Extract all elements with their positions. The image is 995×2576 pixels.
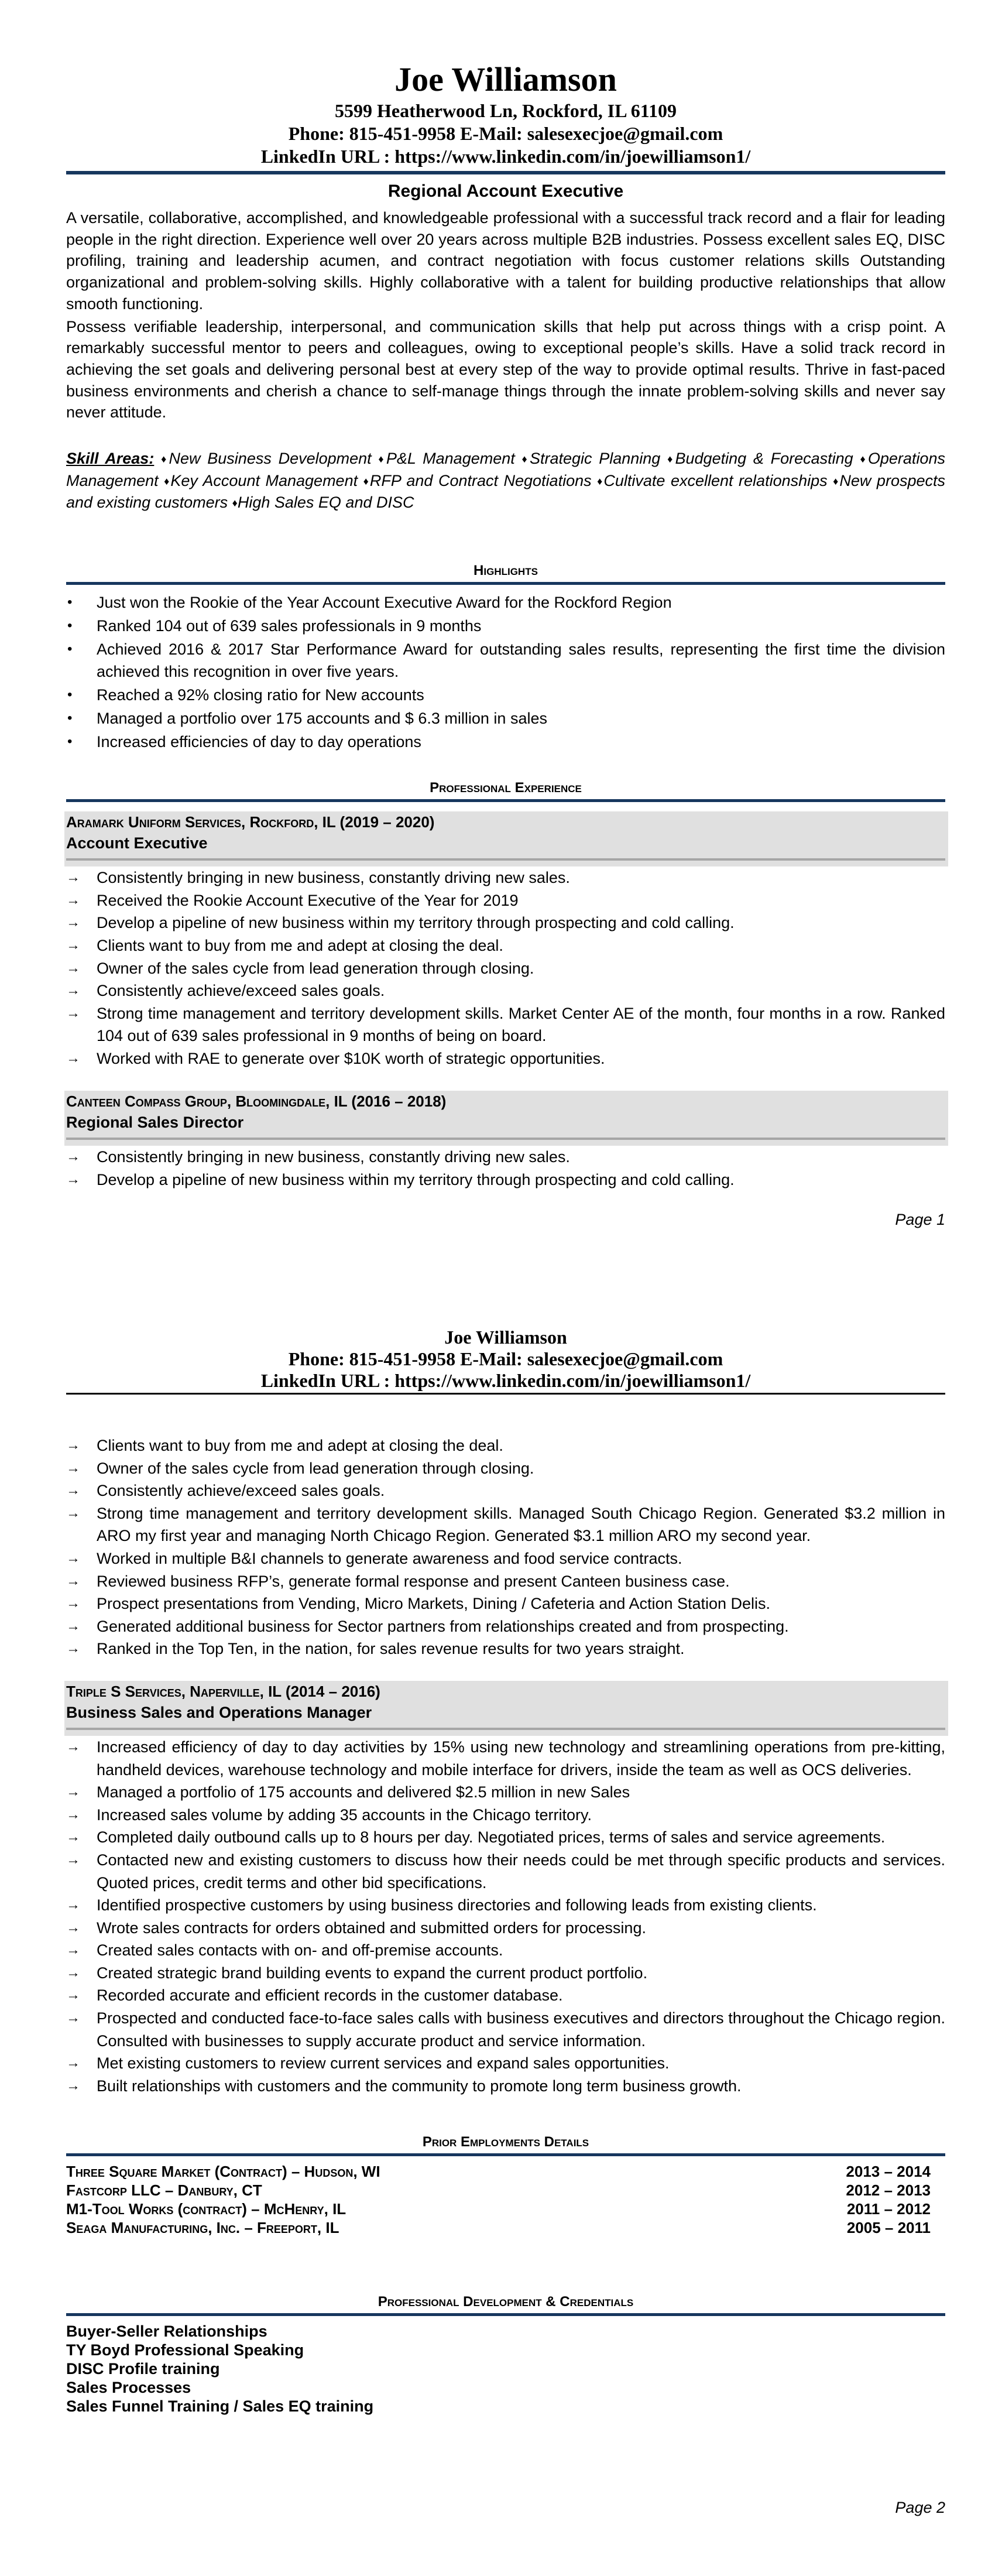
bullet-text: Clients want to buy from me and adept at closing the deal. [97,1437,503,1454]
bullet-text: Consistently bringing in new business, constantly driving new sales. [97,1148,570,1166]
list-item [66,1917,945,1940]
prior-employment-heading: Prior Employments Details [66,2132,945,2156]
list-item [66,1894,945,1917]
arrow-right-icon: → [66,1618,80,1634]
bullet-icon: • [67,618,73,634]
list-item [66,1146,945,1169]
highlight-item [66,638,945,683]
job-bullets [66,1736,945,2098]
arrow-right-icon: → [66,1171,80,1188]
arrow-right-icon: → [66,1505,80,1521]
list-item [66,1984,945,2007]
job-header [64,1091,948,1146]
arrow-right-icon: → [66,1050,80,1066]
bullet-icon: • [67,687,73,703]
prior-employment-row [66,2162,945,2181]
list-item [66,912,945,934]
diamond-bullet-icon: ♦ [164,475,171,487]
bullet-icon: • [67,734,73,750]
arrow-right-icon: → [66,1987,80,2003]
arrow-right-icon: → [66,1738,80,1755]
highlight-text: Reached a 92% closing ratio for New accounts [97,686,424,704]
arrow-right-icon: → [66,1573,80,1589]
highlight-text: Increased efficiencies of day to day operations [97,733,421,751]
job-header [64,811,948,866]
arrow-right-icon: → [66,1851,80,1868]
arrow-right-icon: → [66,1640,80,1657]
credential-item: Sales Funnel Training / Sales EQ training [66,2397,374,2416]
diamond-bullet-icon: ♦ [363,475,370,487]
list-item [66,1849,945,1894]
bullet-text: Recorded accurate and efficient records in the customer database. [97,1986,563,2005]
diamond-bullet-icon: ♦ [378,453,386,465]
job-company: Canteen Compass Group, Bloomingdale, IL (2016 – 2018) [66,1092,447,1111]
arrow-right-icon: → [66,960,80,976]
prior-company: Three Square Market (Contract) – Hudson, WI [66,2163,380,2181]
prior-company: Fastcorp LLC – Danbury, CT [66,2181,262,2200]
credential-item: Sales Processes [66,2379,191,2397]
list-item [66,1547,945,1570]
prior-years: 2012 – 2013 [846,2181,931,2200]
diamond-bullet-icon: ♦ [833,475,840,487]
arrow-right-icon: → [66,2077,80,2094]
arrow-right-icon: → [66,1005,80,1021]
job-divider [66,1728,945,1730]
skill-item: Operations Management [66,450,945,489]
arrow-right-icon: → [66,1942,80,1958]
skill-item: Budgeting & Forecasting [675,450,853,468]
header-divider [66,171,945,174]
credentials-list [66,2322,945,2416]
list-item [66,1781,945,1804]
bullet-text: Completed daily outbound calls up to 8 hours per day. Negotiated prices, terms of sales and service agreements. [97,1828,886,1847]
highlights-heading: Highlights [66,560,945,585]
bullet-text: Increased efficiency of day to day activities by 15% using new technology and streamlining operations from pre-kitting, handheld devices, warehouse technology and mobile interface for drivers, inside the team as well as OCS deliveries. [97,1738,945,1779]
list-item [66,979,945,1002]
experience-heading: Professional Experience [66,777,945,802]
bullet-text: Develop a pipeline of new business within my territory through prospecting and cold calling. [97,914,735,932]
bullet-text: Strong time management and territory development skills. Managed South Chicago Region. Generated $3.2 million in ARO my first year and managing North Chicago Region. Generated $3.1 million ARO my second year. [97,1504,945,1545]
credentials-heading: Professional Development & Credentials [66,2291,945,2316]
arrow-right-icon: → [66,1460,80,1476]
list-item [66,934,945,957]
arrow-right-icon: → [66,892,80,908]
skill-item: Cultivate excellent relationships [603,471,828,489]
list-item [66,957,945,980]
skill-item: P&L Management [386,450,515,468]
bullet-text: Contacted new and existing customers to discuss how their needs could be met through specific products and services. Quoted prices, credit terms and other bid specifications. [97,1851,945,1892]
arrow-right-icon: → [66,1806,80,1823]
bullet-text: Generated additional business for Sector partners from relationships created and from prospecting. [97,1617,789,1635]
diamond-bullet-icon: ♦ [860,453,868,465]
summary-paragraph: A versatile, collaborative, accomplished, and knowledgeable professional with a successful track record and a flair for leading people in the right direction. Experience well over 20 years across multiple B2B industries. Possess excellent sales EQ, DISC profiling, training and leadership acumen, and contract negotiation with focus customer relations skills Outstanding organizational and problem-solving skills. Highly collaborative with a talent for building productive relationships that allow smooth functioning. [66,209,945,313]
highlight-text: Just won the Rookie of the Year Account Executive Award for the Rockford Region [97,594,672,612]
arrow-right-icon: → [66,937,80,953]
prior-company: M1-Tool Works (contract) – McHenry, IL [66,2200,346,2218]
highlight-item [66,731,945,753]
list-item [66,2075,945,2098]
linkedin-url: LinkedIn URL : https://www.linkedin.com/in/joewilliamson1/ [260,146,751,167]
list-item [66,1962,945,1985]
job-role: Regional Sales Director [66,1114,244,1132]
list-item [66,866,945,889]
prior-years: 2013 – 2014 [846,2163,931,2181]
list-item [66,1826,945,1849]
diamond-bullet-icon: ♦ [597,475,604,487]
list-item [66,1736,945,1781]
arrow-right-icon: → [66,2055,80,2071]
credential-item: Buyer-Seller Relationships [66,2322,267,2341]
bullet-text: Met existing customers to review current services and expand sales opportunities. [97,2054,670,2073]
diamond-bullet-icon: ♦ [521,453,530,465]
list-item [66,2052,945,2075]
bullet-text: Prospect presentations from Vending, Micro Markets, Dining / Cafeteria and Action Station Delis. [97,1595,771,1613]
skill-item: New prospects and existing customers [66,471,945,512]
prior-years: 2005 – 2011 [846,2219,931,2237]
list-item [66,1570,945,1593]
list-item [66,2007,945,2052]
bullet-text: Wrote sales contracts for orders obtained and submitted orders for processing. [97,1919,646,1937]
candidate-name: Joe Williamson [394,60,617,98]
list-item [66,1939,945,1962]
bullet-text: Reviewed business RFP’s, generate formal response and present Canteen business case. [97,1572,730,1590]
skill-areas [66,448,945,514]
arrow-right-icon: → [66,1482,80,1499]
list-item [66,1592,945,1615]
highlight-text: Ranked 104 out of 639 sales professionals in 9 months [97,617,482,635]
bullet-text: Increased sales volume by adding 35 accounts in the Chicago territory. [97,1806,592,1824]
arrow-right-icon: → [66,1784,80,1800]
arrow-right-icon: → [66,1149,80,1165]
prior-employment-row [66,2218,945,2237]
bullet-text: Managed a portfolio of 175 accounts and delivered $2.5 million in new Sales [97,1783,630,1801]
page2-header [66,1327,945,1395]
bullet-text: Worked with RAE to generate over $10K worth of strategic opportunities. [97,1049,605,1067]
candidate-name: Joe Williamson [444,1327,567,1348]
list-item [66,1804,945,1827]
bullet-icon: • [67,641,73,657]
job-header [64,1681,948,1736]
highlight-item [66,707,945,729]
bullet-text: Strong time management and territory development skills. Market Center AE of the month, four months in a row. Ranked 104 out of 639 sales professional in 9 months of being on board. [97,1004,945,1045]
summary-paragraph: Possess verifiable leadership, interpersonal, and communication skills that help put across things with a crisp point. A remarkably successful mentor to peers and colleagues, owing to exceptional people’s skills. Have a solid track record in achieving the set goals and delivering personal best at every step of the way to provide optimal results. Thrive in fast-paced business environments and cherish a chance to self-manage things through the innate problem-solving skills and never say never attitude. [66,317,945,422]
bullet-text: Prospected and conducted face-to-face sales calls with business executives and directors throughout the Chicago region. Consulted with businesses to supply accurate product and service information. [97,2009,945,2050]
skill-item: High Sales EQ and DISC [237,494,414,512]
diamond-bullet-icon: ♦ [232,497,238,509]
highlights-list [66,591,945,753]
arrow-right-icon: → [66,1897,80,1913]
arrow-right-icon: → [66,1437,80,1453]
bullet-text: Clients want to buy from me and adept at closing the deal. [97,936,503,954]
bullet-text: Created sales contacts with on- and off-premise accounts. [97,1941,503,1960]
prior-company: Seaga Manufacturing, Inc. – Freeport, IL [66,2219,339,2237]
skill-item: RFP and Contract Negotiations [369,471,592,489]
job-company: Aramark Uniform Services, Rockford, IL (2019 – 2020) [66,813,435,831]
bullet-text: Consistently achieve/exceed sales goals. [97,982,385,1000]
address: 5599 Heatherwood Ln, Rockford, IL 61109 [334,100,677,121]
arrow-right-icon: → [66,914,80,931]
skill-item: Strategic Planning [529,450,661,468]
highlight-text: Achieved 2016 & 2017 Star Performance Award for outstanding sales results, representing the first time the division achieved this recognition in over five years. [97,640,945,681]
page-2 [0,1288,995,2576]
bullet-text: Ranked in the Top Ten, in the nation, for sales revenue results for two years straight. [97,1640,685,1658]
diamond-bullet-icon: ♦ [161,453,169,465]
page-number: Page 1 [895,1211,945,1228]
job-bullets [66,1434,945,1660]
diamond-bullet-icon: ♦ [667,453,675,465]
arrow-right-icon: → [66,869,80,886]
highlight-text: Managed a portfolio over 175 accounts and $ 6.3 million in sales [97,710,547,728]
job-divider [66,858,945,861]
job-company: Triple S Services, Naperville, IL (2014 – 2016) [66,1682,380,1700]
bullet-text: Worked in multiple B&I channels to generate awareness and food service contracts. [97,1549,682,1567]
list-item [66,1479,945,1502]
arrow-right-icon: → [66,1829,80,1845]
arrow-right-icon: → [66,1964,80,1981]
bullet-text: Consistently bringing in new business, constantly driving new sales. [97,869,570,887]
prior-employment-list [66,2162,945,2237]
job-role: Business Sales and Operations Manager [66,1703,372,1721]
skill-item: Key Account Management [170,471,358,489]
credential-item: TY Boyd Professional Speaking [66,2341,304,2359]
arrow-right-icon: → [66,1595,80,1612]
list-item [66,1434,945,1457]
phone-email: Phone: 815-451-9958 E-Mail: salesexecjoe@gmail.com [288,1348,723,1369]
bullet-icon: • [67,594,73,611]
list-item [66,1615,945,1638]
prior-employment-row [66,2200,945,2218]
arrow-right-icon: → [66,1550,80,1566]
credential-item: DISC Profile training [66,2360,220,2378]
bullet-text: Received the Rookie Account Executive of the Year for 2019 [97,891,519,909]
page-number: Page 2 [895,2499,945,2516]
list-item [66,1638,945,1660]
phone-email: Phone: 815-451-9958 E-Mail: salesexecjoe@gmail.com [288,123,723,144]
list-item [66,1002,945,1047]
bullet-text: Owner of the sales cycle from lead generation through closing. [97,959,534,977]
job-divider [66,1138,945,1140]
highlight-item [66,684,945,706]
list-item [66,1169,945,1191]
prior-years: 2011 – 2012 [846,2200,931,2218]
job-role: Account Executive [66,834,208,852]
bullet-text: Created strategic brand building events to expand the current product portfolio. [97,1964,648,1982]
skill-areas-label: Skill Areas: [66,450,155,468]
arrow-right-icon: → [66,982,80,999]
bullet-text: Identified prospective customers by using business directories and following leads from existing clients. [97,1896,817,1914]
job-bullets [66,866,945,1070]
skill-item: New Business Development [169,450,372,468]
list-item [66,1047,945,1070]
job-bullets [66,1146,945,1191]
arrow-right-icon: → [66,1919,80,1936]
highlight-item [66,615,945,637]
bullet-icon: • [67,710,73,727]
list-item [66,1457,945,1480]
prior-employment-row [66,2181,945,2200]
professional-title: Regional Account Executive [387,181,624,201]
bullet-text: Consistently achieve/exceed sales goals. [97,1482,385,1500]
bullet-text: Develop a pipeline of new business within my territory through prospecting and cold calling. [97,1171,735,1189]
list-item [66,1502,945,1547]
arrow-right-icon: → [66,2010,80,2026]
bullet-text: Built relationships with customers and the community to promote long term business growth. [97,2077,742,2095]
bullet-text: Owner of the sales cycle from lead generation through closing. [97,1459,534,1477]
list-item [66,889,945,912]
linkedin-url: LinkedIn URL : https://www.linkedin.com/in/joewilliamson1/ [260,1370,751,1391]
highlight-item [66,591,945,614]
